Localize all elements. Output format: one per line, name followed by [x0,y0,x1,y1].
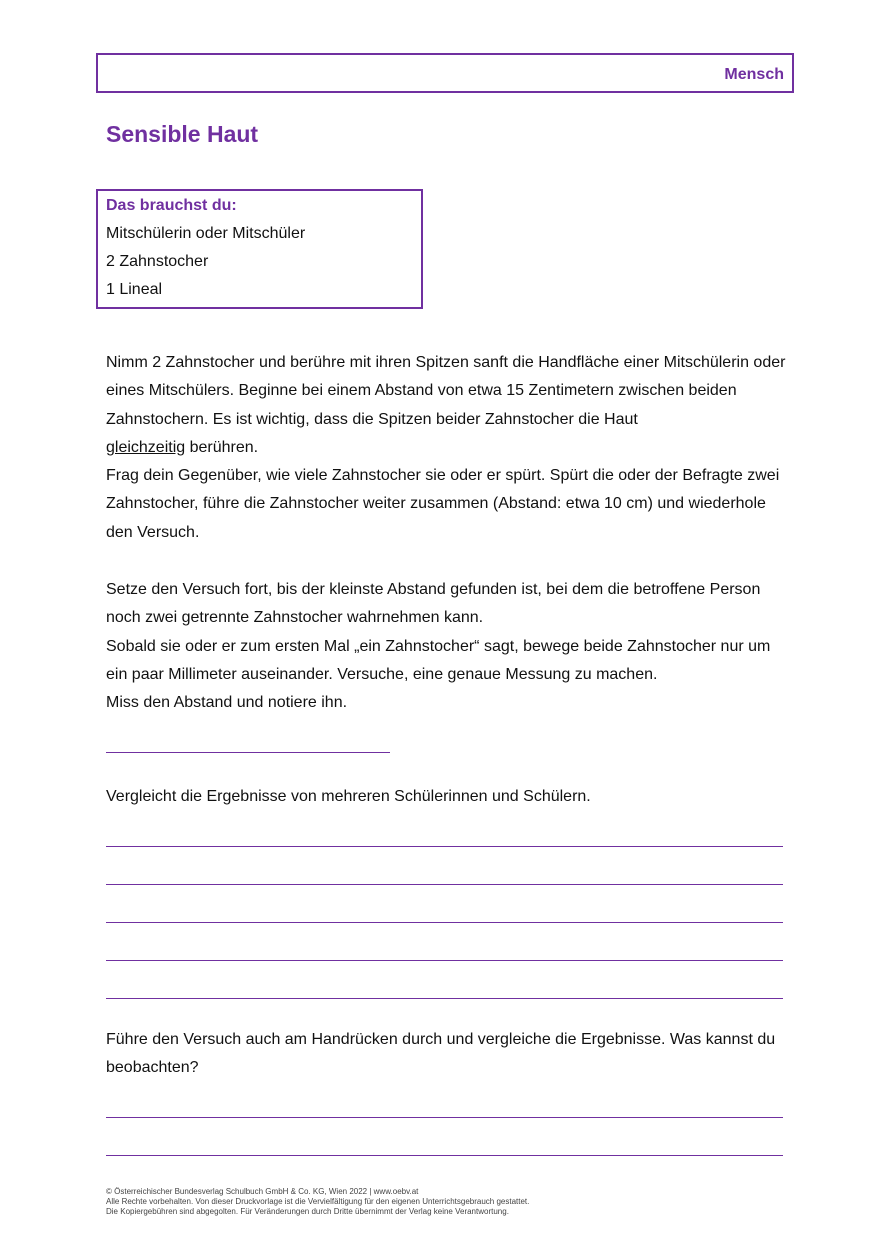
instruction-text: berühren. [189,438,259,456]
instruction-text: Nimm 2 Zahnstocher und berühre mit ihren Spitzen sanft die Handfläche einer Mitschülerin oder eines Mitschülers. Beginne bei einem Abstand von etwa 15 Zentimetern zwischen beiden Zahnstochern. Es ist wichtig, dass die Spitzen beider Zahnstocher die Haut [106,354,786,428]
answer-line[interactable] [106,846,783,847]
answer-line-distance[interactable] [106,752,390,753]
footer-line: © Österreichischer Bundesverlag Schulbuch GmbH & Co. KG, Wien 2022 | www.oebv.at [106,1187,419,1196]
task-hand: Führe den Versuch auch am Handrücken durch und vergleiche die Ergebnisse. Was kannst du beobachten? [106,1031,776,1077]
answer-line[interactable] [106,998,783,999]
footer-copyright [106,1187,529,1217]
footer-line: Alle Rechte vorbehalten. Von dieser Druckvorlage ist die Vervielfältigung für den eigenen Unterrichtsgebrauch gestattet. [106,1197,530,1206]
materials-item: 2 Zahnstocher [106,253,209,270]
subject-label: Mensch [724,66,784,83]
instruction-paragraph-4: Sobald sie oder er zum ersten Mal „ein Zahnstocher“ sagt, bewege beide Zahnstocher nur um ein paar Millimeter auseinander. Versuche, eine genaue Messung zu machen. [106,638,771,684]
instruction-paragraph-3: Setze den Versuch fort, bis der kleinste Abstand gefunden ist, bei dem die betroffene Person noch zwei getrennte Zahnstocher wahrnehmen kann. [106,581,761,627]
answer-line[interactable] [106,960,783,961]
answer-line[interactable] [106,1117,783,1118]
materials-box [96,189,423,309]
instruction-paragraph-5: Miss den Abstand und notiere ihn. [106,694,348,711]
underlined-word: gleichzeitig [106,438,186,456]
footer-line: Die Kopiergebühren sind abgegolten. Für Veränderungen durch Dritte übernimmt der Verlag keine Verantwortung. [106,1207,509,1216]
instruction-paragraph-2: Frag dein Gegenüber, wie viele Zahnstocher sie oder er spürt. Spürt die oder der Befragte zwei Zahnstocher, führe die Zahnstocher weiter zusammen (Abstand: etwa 10 cm) und wiederhole den Versuch. [106,467,780,541]
materials-heading: Das brauchst du: [106,197,237,214]
task-compare: Vergleicht die Ergebnisse von mehreren Schülerinnen und Schülern. [106,788,591,805]
materials-item: 1 Lineal [106,281,163,298]
materials-item: Mitschülerin oder Mitschüler [106,225,306,242]
header-box [96,53,794,93]
instruction-paragraph-1 [106,349,796,462]
page-title: Sensible Haut [106,121,259,147]
answer-line[interactable] [106,922,783,923]
answer-line[interactable] [106,1155,783,1156]
answer-line[interactable] [106,884,783,885]
